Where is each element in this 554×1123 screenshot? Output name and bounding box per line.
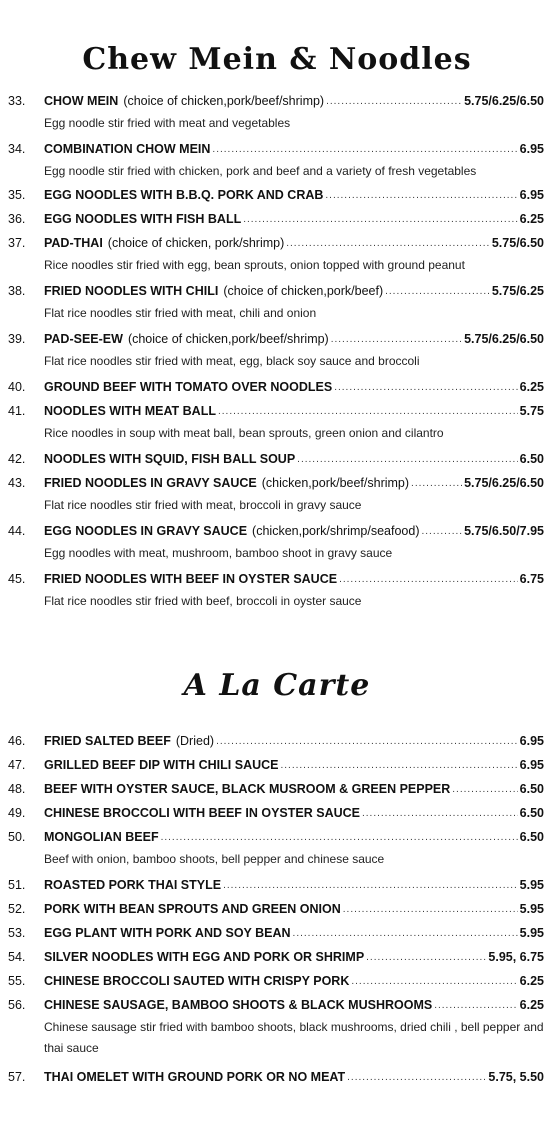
dot-leader xyxy=(452,784,517,795)
item-number: 49. xyxy=(8,806,26,820)
item-price: 6.75 xyxy=(519,572,544,586)
dot-leader xyxy=(326,96,462,107)
dot-leader xyxy=(347,1072,486,1083)
item-number: 41. xyxy=(8,404,26,418)
item-number: 52. xyxy=(8,902,26,916)
item-price: 5.75/6.25 xyxy=(491,284,544,298)
dot-leader xyxy=(293,928,518,939)
item-options: (choice of chicken, pork/shrimp) xyxy=(107,236,285,250)
item-price: 5.75/6.50 xyxy=(491,236,544,250)
item-price: 5.95 xyxy=(519,902,544,916)
item-name: MONGOLIAN BEEF xyxy=(44,830,159,844)
item-description: Rice noodles stir fried with egg, bean sprouts, onion topped with ground peanut xyxy=(44,258,465,272)
menu-item xyxy=(8,520,544,542)
item-description: Beef with onion, bamboo shoots, bell pepper and chinese sauce xyxy=(44,852,385,866)
dot-leader xyxy=(434,1000,517,1011)
item-price: 5.95 xyxy=(519,878,544,892)
dot-leader xyxy=(331,334,462,345)
dot-leader xyxy=(362,808,518,819)
section-title-noodles: Chew Mein & Noodles xyxy=(82,42,472,77)
item-name: NOODLES WITH MEAT BALL xyxy=(44,404,216,418)
dot-leader xyxy=(216,736,518,747)
item-number: 42. xyxy=(8,452,26,466)
item-name: THAI OMELET WITH GROUND PORK OR NO MEAT xyxy=(44,1070,346,1084)
menu-item xyxy=(8,778,544,800)
dot-leader xyxy=(334,382,517,393)
dot-leader xyxy=(351,976,517,987)
dot-leader xyxy=(243,214,517,225)
item-description: Rice noodles in soup with meat ball, bean sprouts, green onion and cilantro xyxy=(44,426,444,440)
item-name: FRIED NOODLES WITH CHILI xyxy=(44,284,219,298)
menu-item xyxy=(8,208,544,230)
dot-leader xyxy=(421,526,462,537)
menu-item xyxy=(8,898,544,920)
item-name: ROASTED PORK THAI STYLE xyxy=(44,878,222,892)
item-name: PAD-THAI xyxy=(44,236,103,250)
menu-item xyxy=(8,730,544,752)
dot-leader xyxy=(339,574,518,585)
item-number: 43. xyxy=(8,476,26,490)
menu-item xyxy=(8,568,544,590)
menu-item xyxy=(8,1066,544,1088)
item-price: 5.75/6.25/6.50 xyxy=(464,94,544,108)
item-price: 6.50 xyxy=(519,452,544,466)
item-number: 48. xyxy=(8,782,26,796)
item-price: 6.25 xyxy=(519,998,544,1012)
item-description: Egg noodle stir fried with meat and vegetables xyxy=(44,116,291,130)
menu-item xyxy=(8,946,544,968)
item-number: 44. xyxy=(8,524,26,538)
item-price: 5.95 xyxy=(519,926,544,940)
menu-item xyxy=(8,400,544,422)
item-number: 35. xyxy=(8,188,26,202)
item-description: Egg noodle stir fried with chicken, pork and beef and a variety of fresh vegetables xyxy=(44,164,477,178)
item-price: 5.75/6.50/7.95 xyxy=(464,524,544,538)
item-price: 6.95 xyxy=(519,758,544,772)
item-name: COMBINATION CHOW MEIN xyxy=(44,142,211,156)
item-name: FRIED NOODLES WITH BEEF IN OYSTER SAUCE xyxy=(44,572,338,586)
item-name: CHINESE BROCCOLI SAUTED WITH CRISPY PORK xyxy=(44,974,350,988)
item-price: 6.50 xyxy=(519,830,544,844)
item-name: CHOW MEIN xyxy=(44,94,119,108)
item-number: 57. xyxy=(8,1070,26,1084)
item-name: EGG PLANT WITH PORK AND SOY BEAN xyxy=(44,926,291,940)
item-price: 5.75/6.25/6.50 xyxy=(464,476,544,490)
item-number: 34. xyxy=(8,142,26,156)
item-name: PAD-SEE-EW xyxy=(44,332,123,346)
menu-item xyxy=(8,970,544,992)
item-name: CHINESE SAUSAGE, BAMBOO SHOOTS & BLACK MUSHROOMS xyxy=(44,998,433,1012)
item-price: 5.95, 6.75 xyxy=(488,950,544,964)
item-name: FRIED NOODLES IN GRAVY SAUCE xyxy=(44,476,257,490)
item-name: SILVER NOODLES WITH EGG AND PORK OR SHRIMP xyxy=(44,950,365,964)
item-description: Flat rice noodles stir fried with meat, chili and onion xyxy=(44,306,317,320)
dot-leader xyxy=(286,238,490,249)
menu-item xyxy=(8,232,544,254)
dot-leader xyxy=(343,904,518,915)
item-number: 46. xyxy=(8,734,26,748)
item-name: EGG NOODLES WITH FISH BALL xyxy=(44,212,242,226)
dot-leader xyxy=(218,406,518,417)
item-price: 5.75, 5.50 xyxy=(488,1070,544,1084)
menu-item xyxy=(8,448,544,470)
item-name: FRIED SALTED BEEF xyxy=(44,734,171,748)
section-title-a-la-carte: A La Carte xyxy=(183,668,371,703)
dot-leader xyxy=(411,478,462,489)
menu-item xyxy=(8,328,544,350)
item-options: (chicken,pork/beef/shrimp) xyxy=(261,476,410,490)
item-price: 6.95 xyxy=(519,734,544,748)
item-number: 36. xyxy=(8,212,26,226)
item-price: 6.95 xyxy=(519,142,544,156)
item-options: (chicken,pork/shrimp/seafood) xyxy=(252,524,420,538)
menu-item xyxy=(8,826,544,848)
item-description: Egg noodles with meat, mushroom, bamboo shoot in gravy sauce xyxy=(44,546,393,560)
menu-item xyxy=(8,874,544,896)
item-name: NOODLES WITH SQUID, FISH BALL SOUP xyxy=(44,452,296,466)
dot-leader xyxy=(366,952,486,963)
item-name: EGG NOODLES WITH B.B.Q. PORK AND CRAB xyxy=(44,188,324,202)
item-number: 53. xyxy=(8,926,26,940)
item-description: Flat rice noodles stir fried with meat, broccoli in gravy sauce xyxy=(44,498,362,512)
item-description: Flat rice noodles stir fried with beef, broccoli in oyster sauce xyxy=(44,594,362,608)
item-name: EGG NOODLES IN GRAVY SAUCE xyxy=(44,524,248,538)
menu-item xyxy=(8,376,544,398)
item-number: 51. xyxy=(8,878,26,892)
item-number: 54. xyxy=(8,950,26,964)
item-description: Chinese sausage stir fried with bamboo shoots, black mushrooms, dried chili , bell pepper and thai sauce xyxy=(44,1020,544,1055)
item-number: 47. xyxy=(8,758,26,772)
item-price: 6.25 xyxy=(519,212,544,226)
item-name: PORK WITH BEAN SPROUTS AND GREEN ONION xyxy=(44,902,341,916)
item-number: 37. xyxy=(8,236,26,250)
menu-item xyxy=(8,472,544,494)
menu-item xyxy=(8,802,544,824)
item-options: (Dried) xyxy=(175,734,215,748)
item-price: 6.50 xyxy=(519,806,544,820)
item-name: BEEF WITH OYSTER SAUCE, BLACK MUSROOM & GREEN PEPPER xyxy=(44,782,451,796)
item-price: 6.95 xyxy=(519,188,544,202)
item-name: GRILLED BEEF DIP WITH CHILI SAUCE xyxy=(44,758,279,772)
dot-leader xyxy=(385,286,490,297)
item-price: 5.75/6.25/6.50 xyxy=(464,332,544,346)
item-options: (choice of chicken,pork/beef) xyxy=(223,284,384,298)
menu-item xyxy=(8,138,544,160)
item-price: 6.25 xyxy=(519,380,544,394)
dot-leader xyxy=(223,880,518,891)
menu-item xyxy=(8,754,544,776)
item-price: 6.50 xyxy=(519,782,544,796)
dot-leader xyxy=(297,454,517,465)
menu-item xyxy=(8,922,544,944)
menu-item xyxy=(8,994,544,1016)
item-name: CHINESE BROCCOLI WITH BEEF IN OYSTER SAUCE xyxy=(44,806,360,820)
item-number: 50. xyxy=(8,830,26,844)
item-options: (choice of chicken,pork/beef/shrimp) xyxy=(127,332,329,346)
item-number: 33. xyxy=(8,94,26,108)
item-number: 39. xyxy=(8,332,26,346)
item-price: 6.25 xyxy=(519,974,544,988)
menu-item xyxy=(8,184,544,206)
item-number: 56. xyxy=(8,998,26,1012)
dot-leader xyxy=(325,190,517,201)
item-options: (choice of chicken,pork/beef/shrimp) xyxy=(123,94,325,108)
item-number: 38. xyxy=(8,284,26,298)
item-number: 40. xyxy=(8,380,26,394)
menu-item xyxy=(8,280,544,302)
dot-leader xyxy=(281,760,518,771)
item-description: Flat rice noodles stir fried with meat, egg, black soy sauce and broccoli xyxy=(44,354,420,368)
item-price: 5.75 xyxy=(519,404,544,418)
item-number: 55. xyxy=(8,974,26,988)
item-number: 45. xyxy=(8,572,26,586)
dot-leader xyxy=(161,832,518,843)
menu-item xyxy=(8,90,544,112)
dot-leader xyxy=(212,144,517,155)
item-name: GROUND BEEF WITH TOMATO OVER NOODLES xyxy=(44,380,333,394)
